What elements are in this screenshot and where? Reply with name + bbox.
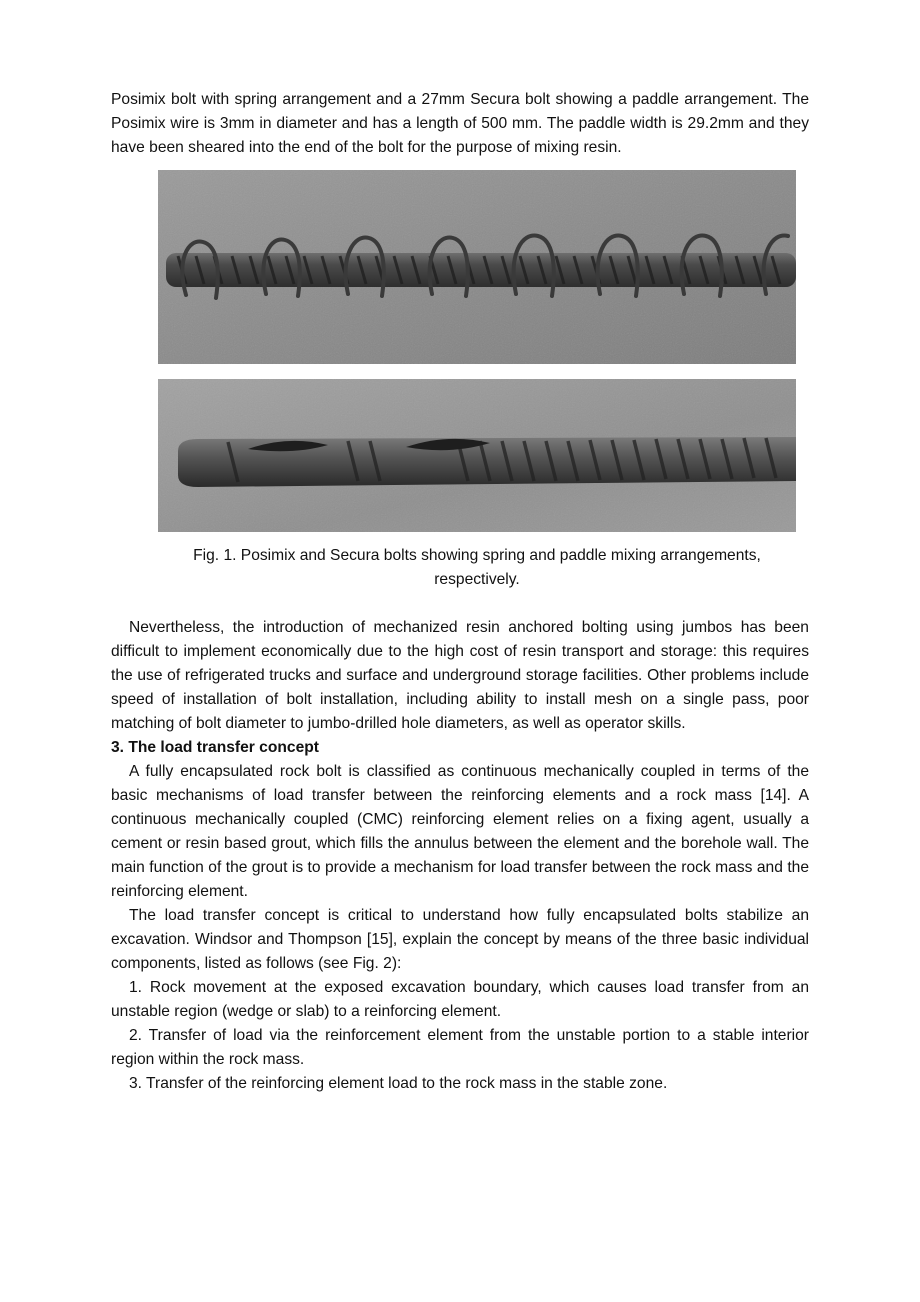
figure-caption: Fig. 1. Posimix and Secura bolts showing spring and paddle mixing arrangements, respectively. bbox=[193, 547, 761, 588]
list-item: 1. Rock movement at the exposed excavation boundary, which causes load transfer from an unstable region (wedge or slab) to a reinforcing element. bbox=[111, 979, 809, 1020]
list-item: 2. Transfer of load via the reinforcement element from the unstable portion to a stable interior region within the rock mass. bbox=[111, 1027, 809, 1068]
paragraph-encapsulated: A fully encapsulated rock bolt is classified as continuous mechanically coupled in terms of the basic mechanisms of load transfer between the reinforcing elements and a rock mass [14]. A continuous mechanically coupled (CMC) reinforcing element relies on a fixing agent, usually a cement or resin based grout, which fills the annulus between the element and the borehole wall. The main function of the grout is to provide a mechanism for load transfer between the rock mass and the reinforcing element. bbox=[111, 763, 809, 900]
paragraph-nevertheless: Nevertheless, the introduction of mechanized resin anchored bolting using jumbos has been difficult to implement economically due to the high cost of resin transport and storage: this requires the use of refrigerated trucks and surface and underground storage facilities. Other problems include speed of installation of bolt installation, including ability to install mesh on a single pass, poor matching of bolt diameter to jumbo-drilled hole diameters, as well as operator skills. bbox=[111, 619, 809, 732]
section-heading: 3. The load transfer concept bbox=[111, 739, 319, 756]
paragraph-concept: The load transfer concept is critical to understand how fully encapsulated bolts stabilize an excavation. Windsor and Thompson [15], explain the concept by means of the three basic individual components, listed as follows (see Fig. 2): bbox=[111, 907, 809, 972]
list-item: 3. Transfer of the reinforcing element load to the rock mass in the stable zone. bbox=[129, 1075, 668, 1092]
posimix-bolt-photo bbox=[158, 170, 796, 364]
intro-paragraph: Posimix bolt with spring arrangement and a 27mm Secura bolt showing a paddle arrangement. The Posimix wire is 3mm in diameter and has a length of 500 mm. The paddle width is 29.2mm and they have been sheared into the end of the bolt for the purpose of mixing resin. bbox=[111, 91, 809, 156]
secura-bolt-photo bbox=[158, 379, 796, 532]
figure-1 bbox=[158, 170, 796, 592]
page-content bbox=[111, 88, 809, 1096]
